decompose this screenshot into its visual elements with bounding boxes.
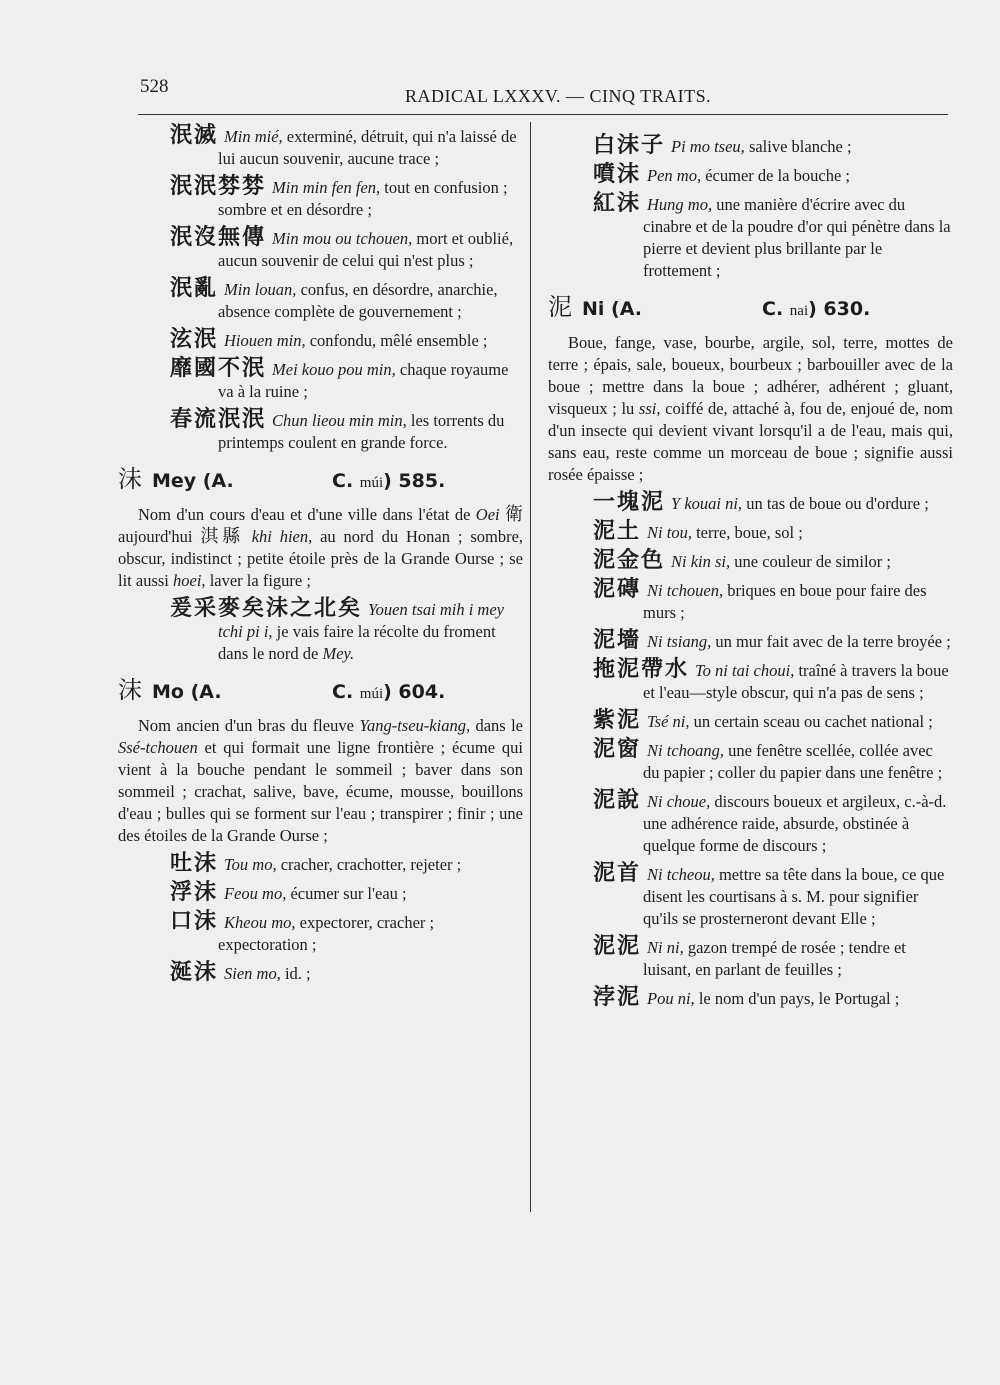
compound-entry — [118, 962, 523, 985]
romanization: Ni tsiang, — [647, 632, 712, 651]
head-reading: Ni (A. — [582, 298, 642, 320]
head-reading: Mo (A. — [152, 681, 222, 703]
headword: 泯泯棼棼 — [170, 174, 267, 199]
compound-entry — [548, 739, 953, 784]
romanization: Ni tchouen, — [647, 581, 724, 600]
compound-entry — [548, 936, 953, 981]
compound-entry — [548, 135, 953, 158]
compound-entry — [548, 579, 953, 624]
right-column — [548, 135, 953, 1016]
romanization: Ni tchoang, — [647, 741, 725, 760]
compound-entry — [548, 164, 953, 187]
headword: 浮沫 — [170, 880, 219, 905]
head-cantonese: C. múi) 585. — [332, 470, 446, 492]
gloss: id. ; — [280, 964, 311, 983]
gloss: confus, en désordre, anarchie, absence complète de gouvernement ; — [218, 280, 498, 321]
gloss: exterminé, détruit, qui n'a laissé de lui aucun souvenir, aucune trace ; — [218, 127, 517, 168]
head-cantonese: C. múi) 604. — [332, 681, 446, 703]
headword: 泥金色 — [593, 548, 666, 573]
gloss: discours boueux et argileux, c.-à-d. une adhérence raide, absurde, obstinée à quelque forme de discours ; — [643, 792, 947, 855]
headword: 泯亂 — [170, 276, 219, 301]
headword: 泥墻 — [593, 628, 642, 653]
headword: 泯沒無傳 — [170, 225, 267, 250]
romanization: Pou ni, — [647, 989, 695, 1008]
char-heading-mey — [118, 465, 523, 494]
compound-entry — [118, 329, 523, 352]
compound-entry — [548, 790, 953, 857]
gloss: mort et oublié, aucun souvenir de celui qui n'est plus ; — [218, 229, 514, 270]
char-heading-mo — [118, 676, 523, 705]
compound-entry — [118, 176, 523, 221]
left-column — [118, 125, 523, 991]
romanization: Chun lieou min min, — [272, 411, 407, 430]
romanization: Ni ni, — [647, 938, 684, 957]
romanization: Pi mo tseu, — [671, 137, 745, 156]
headword: 泥首 — [593, 861, 642, 886]
romanization: Feou mo, — [224, 884, 287, 903]
gloss: traîné à travers la boue et l'eau—style obscur, qui n'a pas de sens ; — [643, 661, 949, 702]
gloss: tout en confusion ; sombre et en désordre ; — [218, 178, 508, 219]
head-character: 沬 — [118, 465, 142, 493]
romanization: Sien mo, — [224, 964, 281, 983]
compound-entry — [118, 853, 523, 876]
gloss: terre, boue, sol ; — [691, 523, 803, 542]
compound-entry — [118, 882, 523, 905]
romanization: Ni kin si, — [671, 552, 731, 571]
gloss: mettre sa tête dans la boue, ce que disent les courtisans à s. M. pour signifier qu'ils se prosterneront devant Elle ; — [643, 865, 945, 928]
gloss: écumer sur l'eau ; — [286, 884, 407, 903]
compound-entry — [548, 630, 953, 653]
definition-mey: Nom d'un cours d'eau et d'une ville dans l'état de Oei 衛 aujourd'hui 淇縣 khi hien, au nord du Honan ; sombre, obscur, indistinct ; petite étoile près de la Grande Ourse ; se lit aussi hoei, laver la figure ; — [118, 504, 524, 590]
romanization: Hiouen min, — [224, 331, 306, 350]
head-character: 沫 — [118, 676, 142, 704]
gloss: le nom d'un pays, le Portugal ; — [694, 989, 900, 1008]
column-separator — [530, 122, 531, 1212]
char-heading-ni — [548, 293, 953, 322]
compound-entry — [548, 521, 953, 544]
ni-entries — [548, 492, 953, 1010]
headword: 泥磚 — [593, 577, 642, 602]
headword: 浡泥 — [593, 985, 642, 1010]
compound-entry — [548, 710, 953, 733]
headword: 泫泯 — [170, 327, 219, 352]
romanization: Kheou mo, — [224, 913, 296, 932]
gloss: un tas de boue ou d'ordure ; — [742, 494, 929, 513]
headword: 春流泯泯 — [170, 407, 267, 432]
gloss: briques en boue pour faire des murs ; — [643, 581, 927, 622]
mo-entries — [118, 853, 523, 985]
compound-entry — [548, 492, 953, 515]
headword: 拖泥帶水 — [593, 657, 690, 682]
compound-entry — [118, 911, 523, 956]
compound-entry — [118, 278, 523, 323]
headword: 紫泥 — [593, 708, 642, 733]
header-rule — [138, 114, 948, 115]
headword: 噴沫 — [593, 162, 642, 187]
compound-entry — [118, 409, 523, 454]
headword: 紅沫 — [593, 191, 642, 216]
headword: 靡國不泯 — [170, 356, 267, 381]
romanization: Ni tou, — [647, 523, 692, 542]
right-entries — [548, 135, 953, 282]
definition-mo: Nom ancien d'un bras du fleuve Yang-tseu-kiang, dans le Ssé-tchouen et qui formait une ligne frontière ; écume qui vient à la bouche pendant le sommeil ; baver dans son sommeil ; crachat, salive, bave, écume, mousse, bouillons d'eau ; bulles qui se forment sur l'eau ; transpirer ; finir ; une des étoiles de la Grande Ourse ; — [118, 716, 523, 845]
compound-entry — [118, 125, 523, 170]
definition-ni: Boue, fange, vase, bourbe, argile, sol, terre, mottes de terre ; épais, sale, boueux, bourbeux ; barbouiller avec de la boue ; mettre dans la boue ; adhérer, adhérent ; gluant, visqueux ; lu ssi, coiffé de, attaché à, fou de, enjoué de, nom d'un insecte qui devient vivant lorsqu'il a de l'eau, mais qui, sans eau, reste comme un morceau de boue ; signifie aussi rosée épaisse ; — [548, 333, 953, 484]
romanization: Tsé ni, — [647, 712, 690, 731]
gloss: expectorer, cracher ; expectoration ; — [218, 913, 435, 954]
headword: 泥說 — [593, 788, 642, 813]
gloss: cracher, crachotter, rejeter ; — [276, 855, 462, 874]
compound-entry — [118, 358, 523, 403]
headword: 泥泥 — [593, 934, 642, 959]
gloss: gazon trempé de rosée ; tendre et luisant, en parlant de feuilles ; — [643, 938, 906, 979]
romanization: Pen mo, — [647, 166, 702, 185]
gloss: les torrents du printemps coulent en grande force. — [218, 411, 505, 452]
headword: 白沫子 — [593, 133, 666, 158]
romanization: To ni tai choui, — [695, 661, 795, 680]
compound-entry — [548, 987, 953, 1010]
headword: 一塊泥 — [593, 490, 666, 515]
gloss: un certain sceau ou cachet national ; — [689, 712, 933, 731]
headword: 泥窗 — [593, 737, 642, 762]
gloss: salive blanche ; — [744, 137, 852, 156]
romanization: Tou mo, — [224, 855, 277, 874]
page-number: 528 — [140, 76, 169, 97]
left-entries — [118, 125, 523, 454]
romanization: Hung mo, — [647, 195, 713, 214]
compound-entry — [118, 227, 523, 272]
gloss: une fenêtre scellée, collée avec du papier ; coller du papier dans une fenêtre ; — [643, 741, 943, 782]
romanization: Ni tcheou, — [647, 865, 715, 884]
romanization: Ni choue, — [647, 792, 711, 811]
running-title: RADICAL LXXXV. — CINQ TRAITS. — [405, 86, 712, 106]
headword: 涎沫 — [170, 960, 219, 985]
compound-entry — [548, 659, 953, 704]
headword: 泯滅 — [170, 123, 219, 148]
headword: 吐沫 — [170, 851, 219, 876]
gloss: un mur fait avec de la terre broyée ; — [711, 632, 951, 651]
gloss: confondu, mêlé ensemble ; — [305, 331, 488, 350]
compound-entry — [548, 193, 953, 282]
compound-entry — [548, 550, 953, 573]
romanization: Min mou ou tchouen, — [272, 229, 413, 248]
gloss: écumer de la bouche ; — [701, 166, 850, 185]
romanization: Min mié, — [224, 127, 283, 146]
gloss: chaque royaume va à la ruine ; — [218, 360, 509, 401]
romanization: Mei kouo pou min, — [272, 360, 396, 379]
headword: 泥土 — [593, 519, 642, 544]
compound-entry: 爰采麥矣沬之北矣 Youen tsai mih i mey tchi pi i, je vais faire la récolte du froment dans le nord de Mey. — [170, 596, 504, 663]
gloss: une manière d'écrire avec du cinabre et de la poudre d'or qui pénètre dans la pierre et devient plus brillante par le frottement ; — [643, 195, 951, 280]
romanization: Min louan, — [224, 280, 297, 299]
head-cantonese: C. nai) 630. — [762, 298, 871, 320]
gloss: une couleur de similor ; — [730, 552, 891, 571]
romanization: Min min fen fen, — [272, 178, 381, 197]
compound-entry — [548, 863, 953, 930]
head-reading: Mey (A. — [152, 470, 234, 492]
headword: 口沫 — [170, 909, 219, 934]
head-character: 泥 — [548, 293, 572, 321]
romanization: Y kouai ni, — [671, 494, 743, 513]
